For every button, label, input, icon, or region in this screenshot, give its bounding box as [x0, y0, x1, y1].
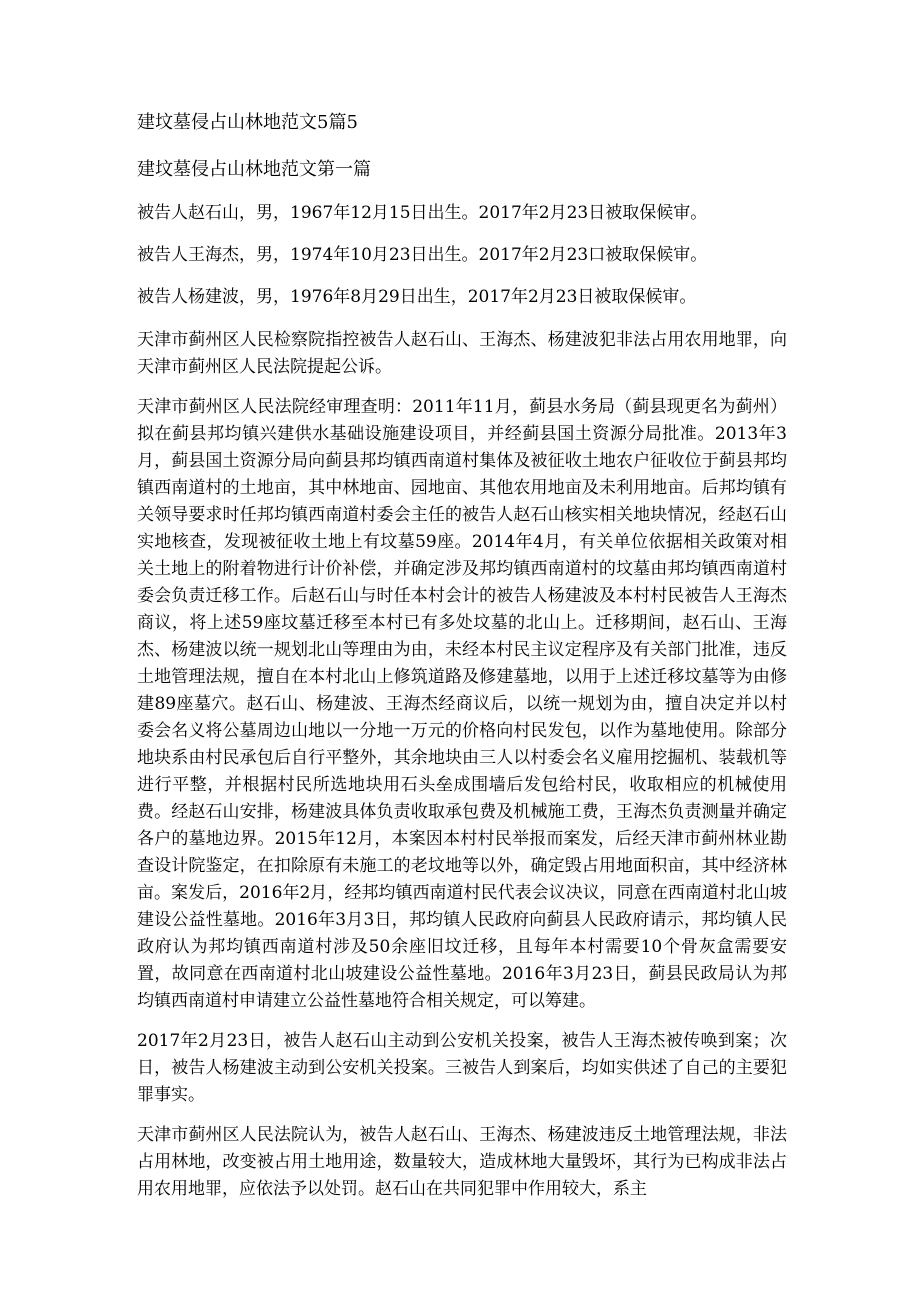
paragraph-prosecution: 天津市蓟州区人民检察院指控被告人赵石山、王海杰、杨建波犯非法占用农用地罪，向天津市蓟州区人民法院提起公诉。: [137, 330, 787, 377]
section-title: 建坟墓侵占山林地范文第一篇: [137, 159, 371, 180]
document-title: 建坟墓侵占山林地范文5篇5: [137, 112, 358, 133]
document-page: [137, 108, 787, 1203]
paragraph-facts: 天津市蓟州区人民法院经审理查明：2011年11月，蓟县水务局（蓟县现更名为蓟州）拟在蓟县邦均镇兴建供水基础设施建设项目，并经蓟县国土资源分局批准。2013年3月，蓟县国土资源分局向蓟县邦均镇西南道村集体及被征收土地农户征收位于蓟县邦均镇西南道村的土地亩，其中林地亩、园地亩、其他农用地亩及未利用地亩。后邦均镇有关领导要求时任邦均镇西南道村委会主任的被告人赵石山核实相关地块情况，经赵石山实地核查，发现被征收土地上有坟墓59座。2014年4月，有关单位依据相关政策对相关土地上的附着物进行计价补偿，并确定涉及邦均镇西南道村的坟墓由邦均镇西南道村委会负责迁移工作。后赵石山与时任本村会计的被告人杨建波及本村村民被告人王海杰商议，将上述59座坟墓迁移至本村已有多处坟墓的北山上。迁移期间，赵石山、王海杰、杨建波以统一规划北山等理由为由，未经本村民主议定程序及有关部门批准，违反土地管理法规，擅自在本村北山上修筑道路及修建墓地，以用于上述迁移坟墓等为由修建89座墓穴。赵石山、杨建波、王海杰经商议后，以统一规划为由，擅自决定并以村委会名义将公墓周边山地以一分地一万元的价格向村民发包，以作为墓地使用。除部分地块系由村民承包后自行平整外，其余地块由三人以村委会名义雇用挖掘机、装载机等进行平整，并根据村民所选地块用石头垒成围墙后发包给村民，收取相应的机械使用费。经赵石山安排，杨建波具体负责收取承包费及机械施工费，王海杰负责测量并确定各户的墓地边界。2015年12月，本案因本村村民举报而案发，后经天津市蓟州林业勘查设计院鉴定，在扣除原有未施工的老坟地等以外，确定毁占用地面积亩，其中经济林亩。案发后，2016年2月，经邦均镇西南道村民代表会议决议，同意在西南道村北山坡建设公益性墓地。2016年3月3日，邦均镇人民政府向蓟县人民政府请示，邦均镇人民政府认为邦均镇西南道村涉及50余座旧坟迁移，且每年本村需要10个骨灰盒需要安置，故同意在西南道村北山坡建设公益性墓地。2016年3月23日，蓟县民政局认为邦均镇西南道村申请建立公益性墓地符合相关规定，可以筹建。: [137, 397, 787, 1011]
paragraph-defendant-yang: 被告人杨建波，男，1976年8月29日出生，2017年2月23日被取保候审。: [137, 287, 697, 307]
paragraph-defendant-zhao: 被告人赵石山，男，1967年12月15日出生。2017年2月23日被取保候审。: [137, 203, 708, 223]
paragraph-court-opinion: 天津市蓟州区人民法院认为，被告人赵石山、王海杰、杨建波违反土地管理法规，非法占用林地，改变被占用土地用途，数量较大，造成林地大量毁坏，其行为已构成非法占用农用地罪，应依法予以处罚。赵石山在共同犯罪中作用较大，系主: [137, 1125, 787, 1199]
paragraph-defendant-wang: 被告人王海杰，男，1974年10月23日出生。2017年2月23口被取保候审。: [137, 245, 708, 265]
paragraph-surrender: 2017年2月23日，被告人赵石山主动到公安机关投案，被告人王海杰被传唤到案；次日，被告人杨建波主动到公安机关投案。三被告人到案后，均如实供述了自己的主要犯罪事实。: [137, 1031, 787, 1105]
